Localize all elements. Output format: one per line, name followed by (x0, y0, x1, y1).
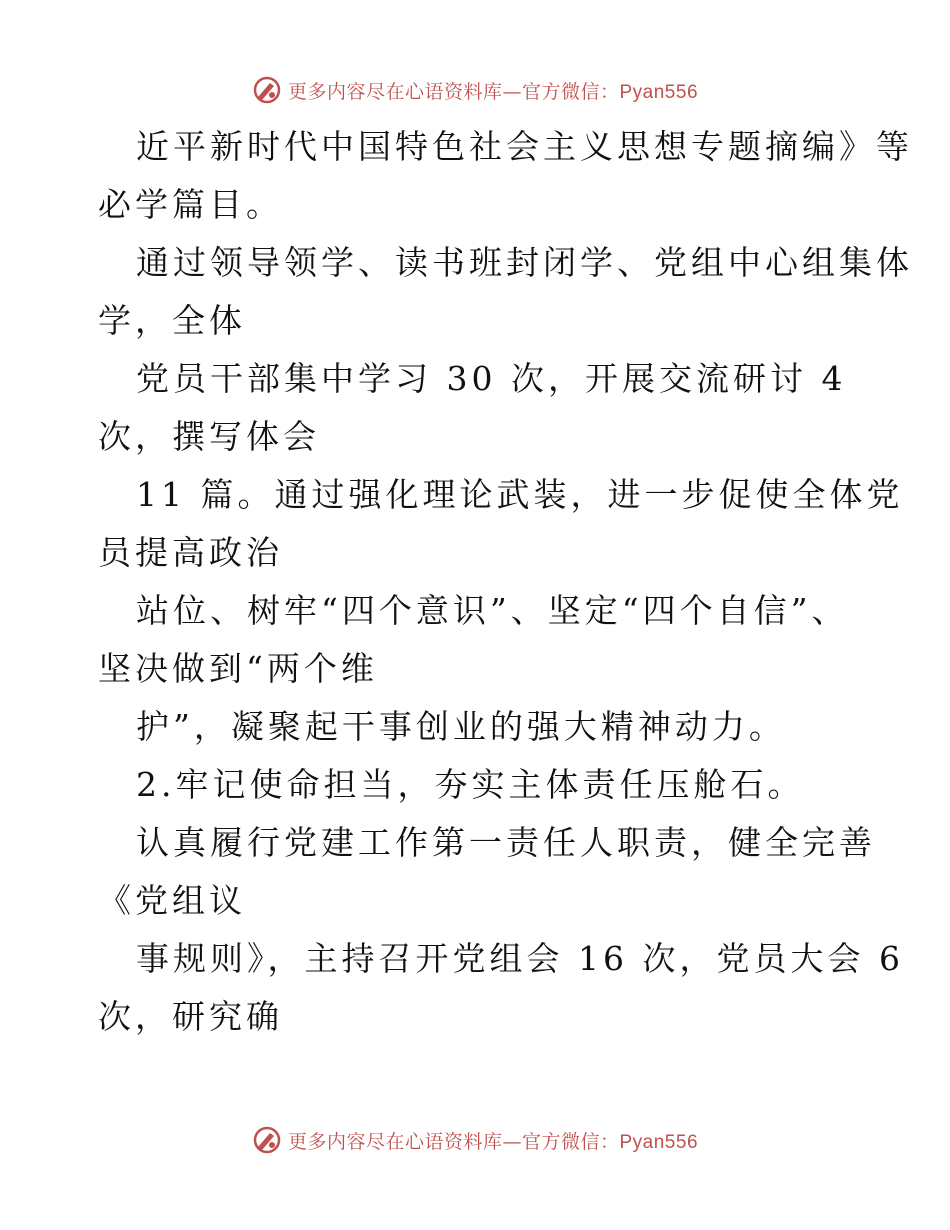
body-line: 事规则》，主持召开党组会 16 次，党员大会 6 (136, 939, 904, 978)
footer-watermark (0, 1120, 950, 1160)
header-separator: — (502, 80, 522, 103)
header-watermark-text (288, 77, 698, 104)
body-line: 近平新时代中国特色社会主义思想专题摘编》等 (136, 127, 913, 166)
body-line: 通过领导领学、读书班封闭学、党组中心组集体 (136, 243, 913, 282)
brand-logo-icon (252, 1125, 282, 1155)
header-contact-id: Pyan556 (619, 81, 699, 103)
body-line: 坚决做到“两个维 (98, 649, 378, 688)
footer-separator: — (502, 1130, 522, 1153)
body-line: 员提高政治 (98, 533, 283, 572)
brand-logo-icon (252, 75, 282, 105)
document-body (98, 118, 913, 1046)
section-heading: 2.牢记使命担当，夯实主体责任压舱石。 (136, 765, 805, 804)
footer-contact-label: 官方微信： (521, 1130, 620, 1153)
body-line: 11 篇。通过强化理论武装，进一步促使全体党 (136, 475, 904, 514)
body-line: 党员干部集中学习 30 次，开展交流研讨 4 (136, 359, 847, 398)
footer-brand-text: 更多内容尽在心语资料库 (287, 1130, 503, 1153)
header-watermark (0, 70, 950, 110)
body-line: 次，研究确 (98, 997, 283, 1036)
body-line: 站位、树牢“四个意识”、坚定“四个自信”、 (136, 591, 849, 630)
body-line: 次，撰写体会 (98, 417, 320, 456)
footer-watermark-text (288, 1127, 698, 1154)
body-line: 必学篇目。 (98, 185, 283, 224)
body-line: 认真履行党建工作第一责任人职责，健全完善 (136, 823, 876, 862)
body-line: 学，全体 (98, 301, 246, 340)
header-contact-label: 官方微信： (521, 80, 620, 103)
body-line: 护”，凝聚起干事创业的强大精神动力。 (136, 707, 786, 746)
footer-contact-id: Pyan556 (619, 1131, 699, 1153)
header-brand-text: 更多内容尽在心语资料库 (287, 80, 503, 103)
body-line: 《党组议 (98, 881, 246, 920)
